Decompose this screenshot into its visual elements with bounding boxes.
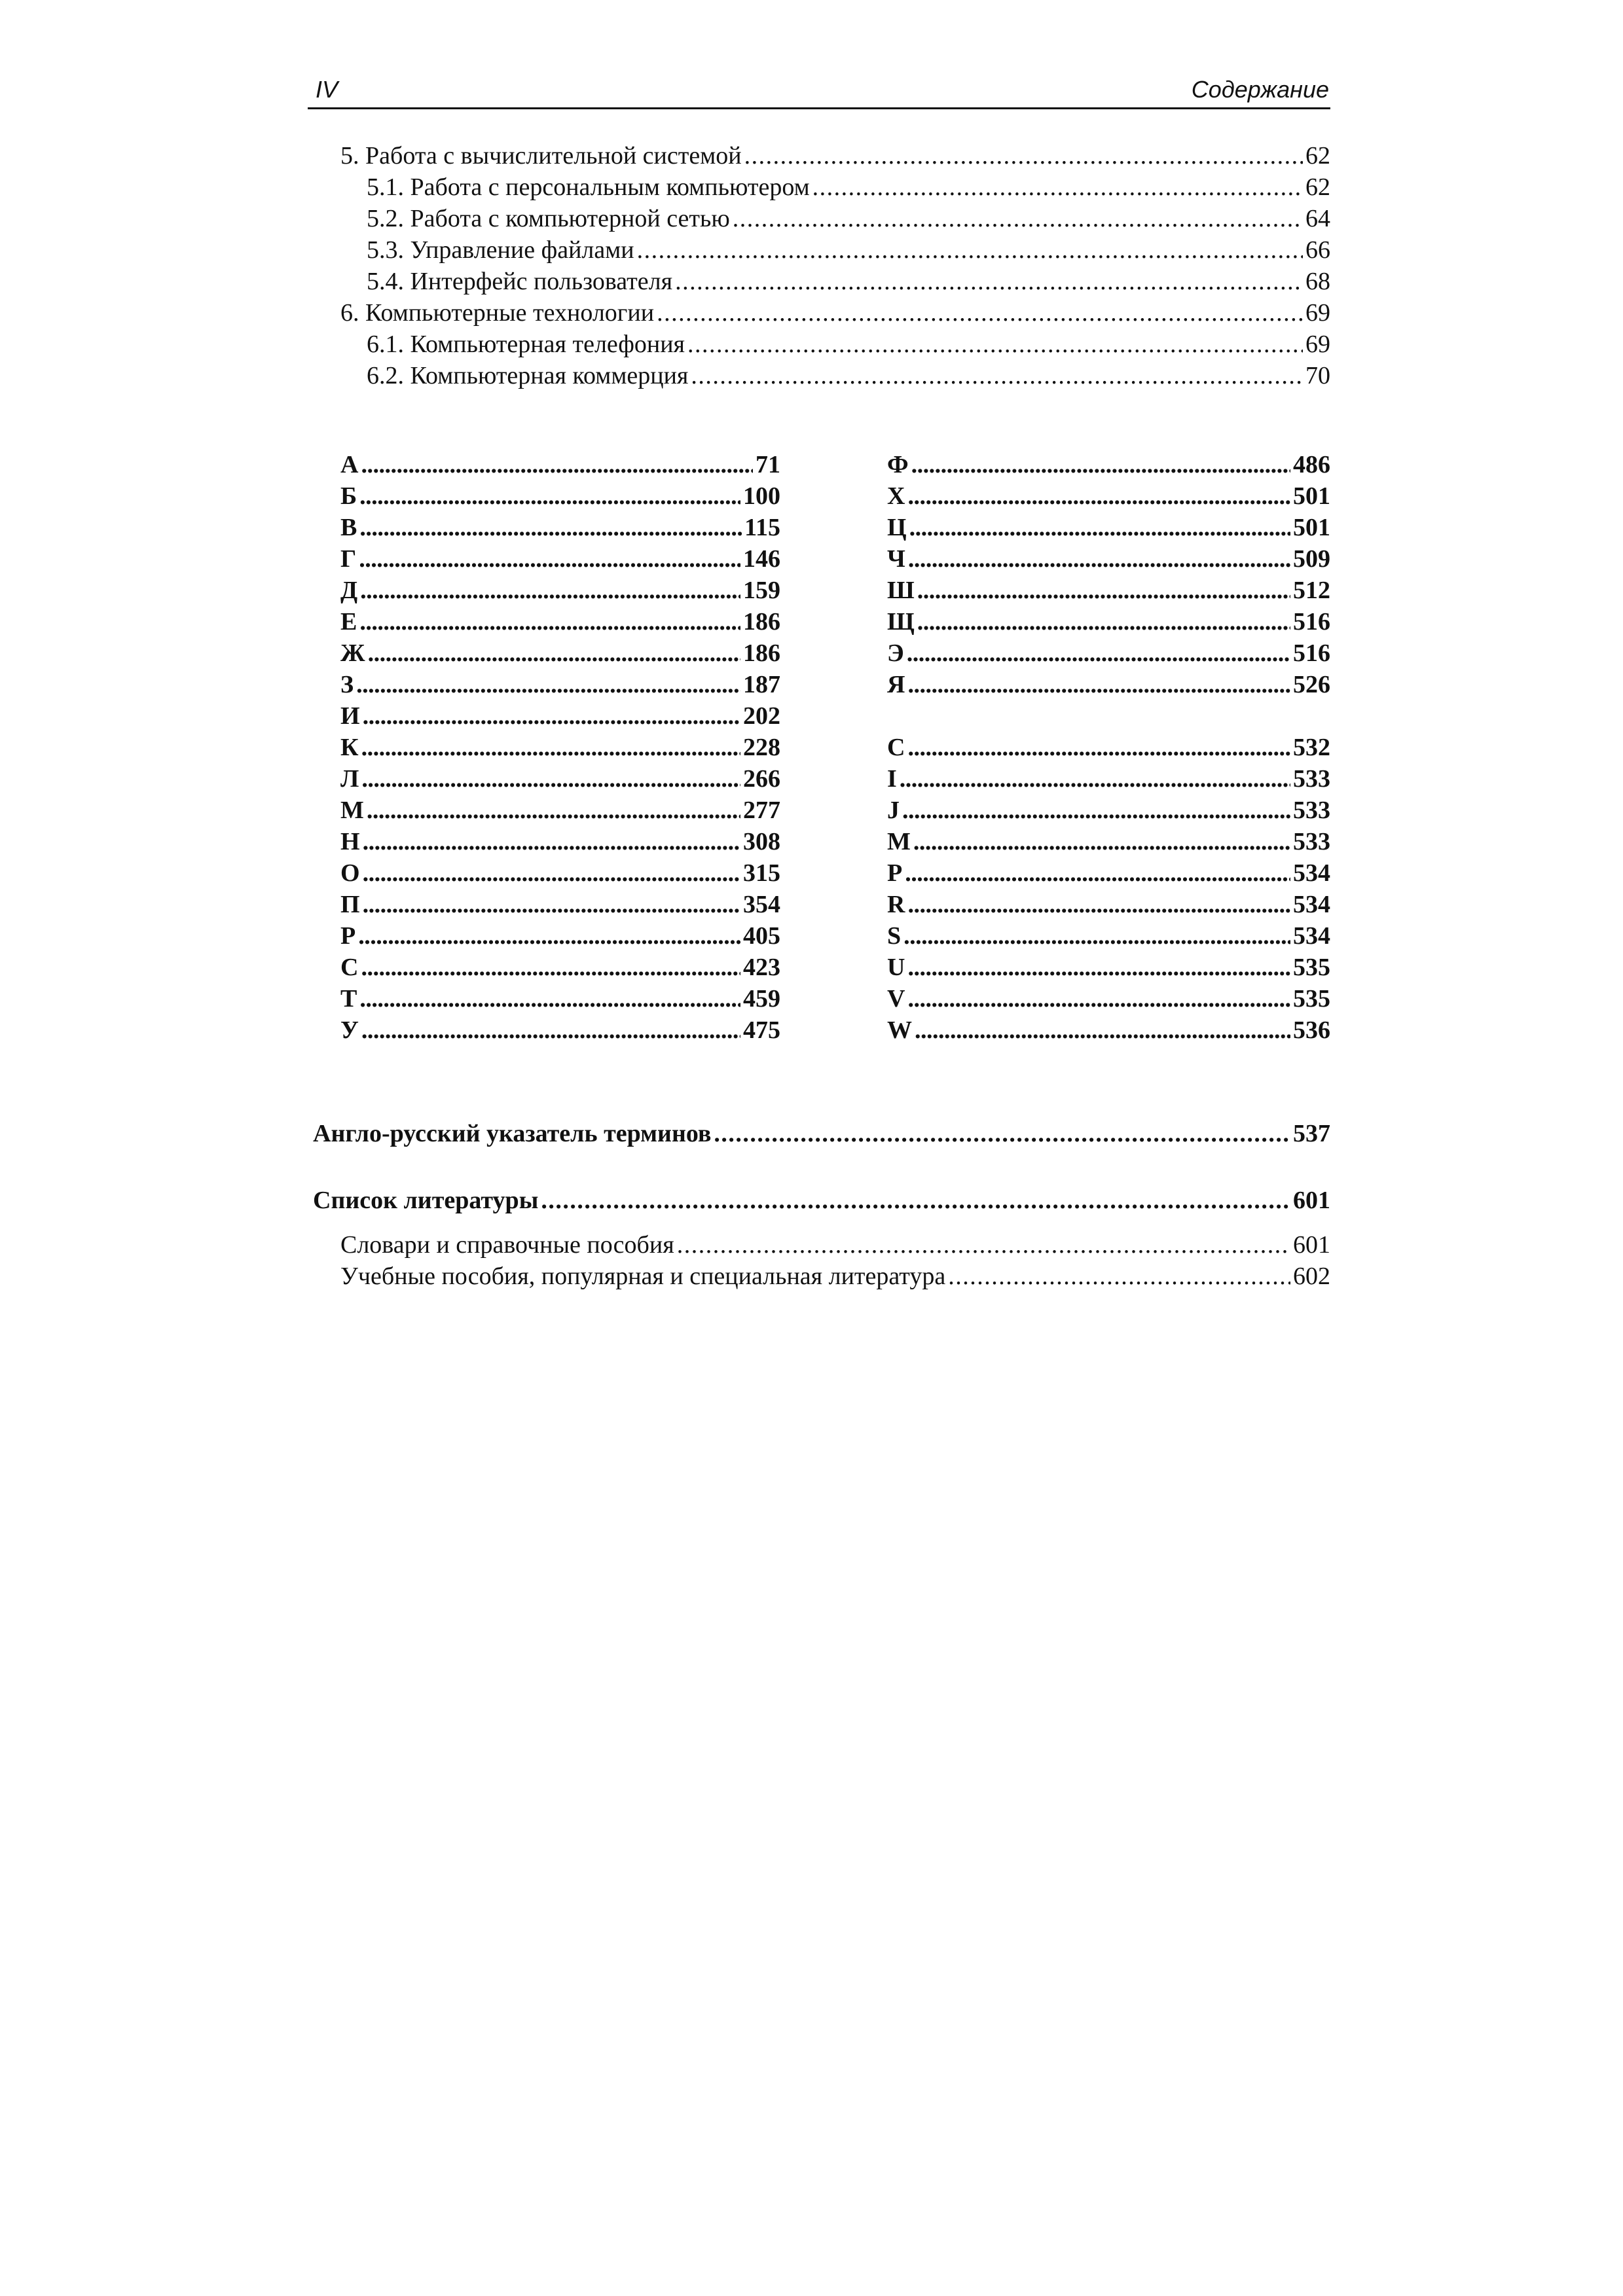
index-letter-entry[interactable]: И . . . 202 (340, 702, 780, 733)
toc-entry[interactable]: 5. Работа с вычислительной системой . . . 62 (340, 140, 1330, 171)
toc-entry[interactable]: 6.1. Компьютерная телефония . . . 69 (367, 329, 1330, 360)
index-letter-entry[interactable]: Х . . . 501 (887, 482, 1330, 513)
running-header (308, 73, 1330, 109)
index-letter-entry[interactable]: С . . . 423 (340, 953, 780, 984)
index-letter-entry[interactable]: Щ . . . 516 (887, 607, 1330, 639)
index-letter-entry[interactable]: Л . . . 266 (340, 764, 780, 796)
index-letter-entry[interactable]: Д . . . 159 (340, 576, 780, 607)
index-letter-entry[interactable]: К . . . 228 (340, 733, 780, 764)
toc-entry[interactable]: 5.2. Работа с компьютерной сетью . . . 64 (367, 203, 1330, 234)
index-letter-entry[interactable]: Я . . . 526 (887, 670, 1330, 702)
index-letter-entry[interactable]: З . . . 187 (340, 670, 780, 702)
bibliography-subentry[interactable]: Словари и справочные пособия . . . 601 (340, 1230, 1330, 1262)
toc-entry[interactable]: 5.4. Интерфейс пользователя . . . 68 (367, 266, 1330, 297)
bibliography-entry[interactable]: Список литературы . . . 601 (313, 1186, 1330, 1217)
running-title: Содержание (1191, 76, 1329, 103)
index-letter-entry[interactable]: I . . . 533 (887, 764, 1330, 796)
index-letter-entry[interactable]: Б . . . 100 (340, 482, 780, 513)
index-letter-entry[interactable]: П . . . 354 (340, 890, 780, 922)
index-letter-entry[interactable]: Ч . . . 509 (887, 545, 1330, 576)
index-letter-entry[interactable]: Р . . . 405 (340, 922, 780, 953)
index-letter-entry[interactable]: C . . . 532 (887, 733, 1330, 764)
index-letter-entry[interactable]: Ж . . . 186 (340, 639, 780, 670)
anglo-russian-index-entry[interactable]: Англо-русский указатель терминов . . . 537 (313, 1119, 1330, 1151)
bibliography-subentry[interactable]: Учебные пособия, популярная и специальная литература . . . 602 (340, 1262, 1330, 1293)
index-letter-entry[interactable]: М . . . 277 (340, 796, 780, 827)
page-number: IV (316, 76, 338, 103)
index-letter-entry[interactable]: U . . . 535 (887, 953, 1330, 984)
index-letter-entry[interactable]: Ф . . . 486 (887, 450, 1330, 482)
index-letter-entry[interactable]: У . . . 475 (340, 1016, 780, 1047)
toc-entry[interactable]: 5.1. Работа с персональным компьютером . . . 62 (367, 171, 1330, 203)
index-letter-entry[interactable]: Н . . . 308 (340, 827, 780, 859)
index-letter-entry[interactable]: Т . . . 459 (340, 984, 780, 1016)
toc-entry[interactable]: 6. Компьютерные технологии . . . 69 (340, 297, 1330, 329)
index-letter-entry[interactable]: Е . . . 186 (340, 607, 780, 639)
index-letter-entry[interactable]: Э . . . 516 (887, 639, 1330, 670)
toc-entry[interactable]: 5.3. Управление файлами . . . 66 (367, 234, 1330, 266)
toc-entry[interactable]: 6.2. Компьютерная коммерция . . . 70 (367, 360, 1330, 391)
index-letter-entry[interactable]: Ш . . . 512 (887, 576, 1330, 607)
index-letter-entry[interactable]: Ц . . . 501 (887, 513, 1330, 545)
index-letter-entry[interactable]: О . . . 315 (340, 859, 780, 890)
index-letter-entry[interactable]: В . . . 115 (340, 513, 780, 545)
index-letter-entry[interactable]: V . . . 535 (887, 984, 1330, 1016)
index-letter-entry[interactable]: S . . . 534 (887, 922, 1330, 953)
index-letter-entry[interactable]: P . . . 534 (887, 859, 1330, 890)
index-letter-entry[interactable]: Г . . . 146 (340, 545, 780, 576)
index-letter-entry[interactable]: M . . . 533 (887, 827, 1330, 859)
index-letter-entry[interactable]: W . . . 536 (887, 1016, 1330, 1047)
index-letter-entry[interactable]: J . . . 533 (887, 796, 1330, 827)
index-letter-entry[interactable]: R . . . 534 (887, 890, 1330, 922)
index-letter-entry[interactable]: А . . . 71 (340, 450, 780, 482)
